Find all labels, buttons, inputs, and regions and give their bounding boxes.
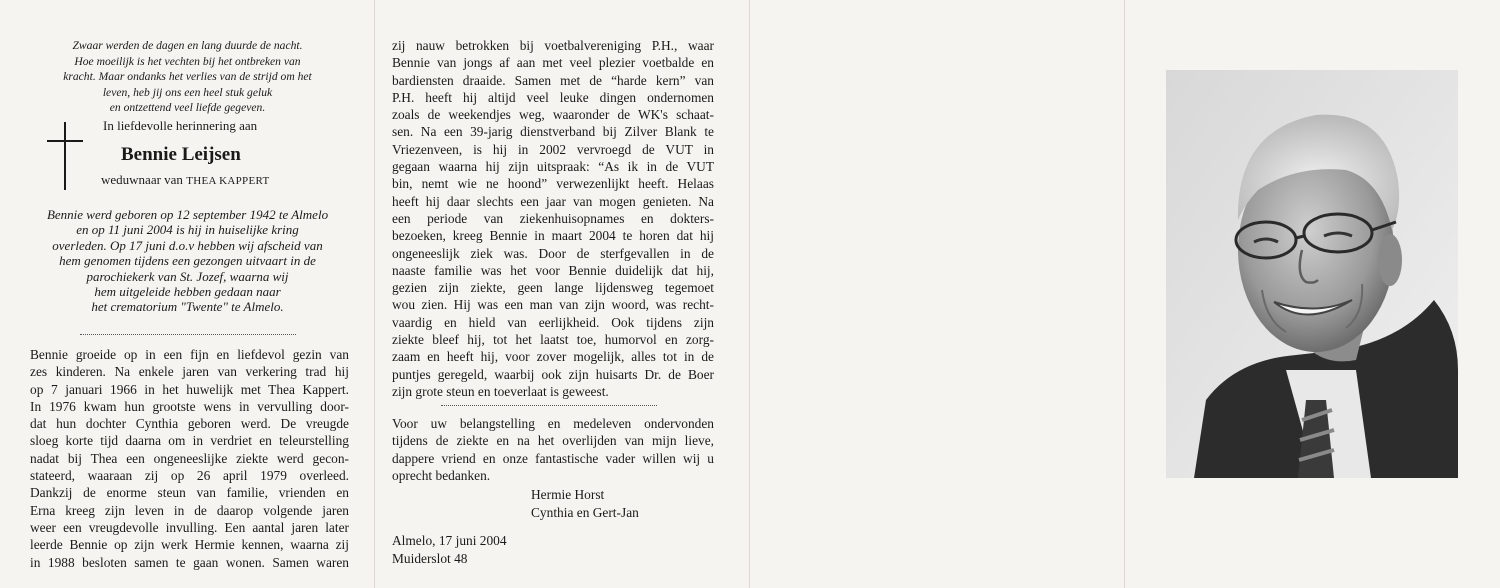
text-line: gezien zijn ziekte, geen lange lijdensweg tegemoet	[392, 280, 714, 296]
signatory: Cynthia en Gert-Jan	[531, 505, 639, 520]
thanks-paragraph	[392, 415, 714, 484]
text-line: tijdens de ziekte en na het overlijden van mijn lieve,	[392, 433, 714, 449]
text-line: bardiensten draaide. Samen met de “harde kern” van	[392, 72, 714, 88]
signatories	[531, 486, 639, 522]
intro-text: In liefdevolle herinnering aan	[103, 118, 258, 133]
text-line: hem uitgeleide hebben gedaan naar	[94, 284, 281, 300]
dotted-divider	[441, 405, 657, 406]
poem-line: Zwaar werden de dagen en lang duurde de nacht.	[72, 39, 303, 52]
text-line: heeft hij daar slechts een jaar van mogen genieten. Na	[392, 193, 714, 209]
text-line: sen. Na een 39-jarig dienstverband bij Zilver Blank te	[392, 124, 714, 140]
blank-panel	[750, 0, 1125, 588]
dotted-divider	[80, 334, 296, 335]
poem-line: en ontzettend veel liefde gegeven.	[109, 101, 266, 114]
text-line: bezoeken, kreeg Bennie in maart 2004 te horen dat hij	[392, 228, 714, 244]
text-line: zoals de weekendjes weg, waaronder de WK's schaat-	[392, 107, 714, 123]
text-line: in 1988 besloten samen te gaan wonen. Samen waren	[30, 554, 349, 570]
biography-part-2	[392, 37, 714, 400]
biography-part-1	[30, 346, 349, 571]
left-panel	[0, 0, 375, 588]
text-line: parochiekerk van St. Jozef, waarna wij	[86, 268, 289, 284]
text-line: vaardig en hield van eerlijkheid. Ook tijdens zijn	[392, 314, 714, 330]
text-line: op 7 januari 1966 in het huwelijk met Thea Kappert.	[30, 381, 349, 397]
poem-line: leven, heb jij ons een heel stuk geluk	[102, 85, 273, 99]
poem	[30, 38, 345, 116]
poem-line: kracht. Maar ondanks het verlies van de strijd om het	[63, 70, 312, 83]
text-line: zijn grote steun en toeverlaat is geweest.	[392, 383, 609, 399]
birth-death-paragraph	[26, 207, 349, 315]
text-line: hem genomen tijdens een gezongen uitvaart in de	[59, 253, 316, 269]
text-line: gegaan waarna hij zijn uitspraak: “As ik in de VUT	[392, 159, 714, 175]
text-line: overleden. Op 17 juni d.o.v hebben wij afscheid van	[52, 237, 323, 253]
text-line: In 1976 kwam hun grootste wens in vervulling door-	[30, 398, 349, 414]
widower-line	[101, 172, 270, 188]
text-line: het crematorium "Twente" te Almelo.	[91, 299, 284, 315]
text-line: Voor uw belangstelling en medeleven ondervonden	[392, 416, 714, 431]
text-line: Erna kreeg zijn leven in de daarop volgende jaren	[30, 502, 349, 518]
poem-line: Hoe moeilijk is het vechten bij het ontbreken van	[74, 54, 301, 68]
text-line: Bennie werd geboren op 12 september 1942 te Almelo	[46, 207, 329, 222]
text-line: bin, nemt wie ne hoond” verwezenlijkt heeft. Helaas	[392, 176, 714, 192]
text-line: dappere vriend en onze fantastische vader willen wij u	[392, 450, 714, 466]
text-line: P.H. heeft hij altijd veel leuke dingen ondernomen	[392, 89, 714, 105]
text-line: naaste familie was het voor Bennie duidelijk dat hij,	[392, 262, 714, 278]
text-line: stateerd, waaraan zij op 26 april 1979 overleed.	[30, 468, 349, 484]
portrait-photo	[1166, 70, 1458, 478]
text-line: zaam en heeft hij, voor zover mogelijk, alles tot in de	[392, 349, 714, 365]
text-line: en op 11 juni 2004 is hij in huiselijke kring	[76, 222, 299, 238]
signatory: Hermie Horst	[531, 487, 605, 502]
text-line: Bennie groeide op in een fijn en liefdevol gezin van	[30, 347, 349, 362]
address-line: Muiderslot 48	[392, 551, 468, 566]
text-line: ziekte bleef hij, tot het laatst toe, humorvol en zorg-	[392, 332, 714, 348]
text-line: een periode van ziekenhuisopnames en dokters-	[392, 210, 714, 226]
text-line: Vriezenveen, is hij in 2002 vervroegd de VUT in	[392, 141, 714, 157]
text-line: wou zien. Hij was een man van zijn woord, was recht-	[392, 297, 714, 313]
place-date	[392, 532, 507, 568]
text-line: oprecht bedanken.	[392, 467, 491, 483]
widower-prefix: weduwnaar van	[101, 172, 183, 187]
text-line: zij nauw betrokken bij voetbalvereniging P.H., waar	[392, 38, 714, 53]
text-line: dat hun dochter Cynthia geboren werd. De vreugde	[30, 416, 349, 432]
text-line: puntjes geregeld, waarbij ook zijn huisarts Dr. de Boer	[392, 366, 714, 382]
place-date-line: Almelo, 17 juni 2004	[392, 533, 507, 548]
text-line: nadat bij Thea een ongeneeslijke ziekte werd gecon-	[30, 450, 349, 466]
deceased-name: Bennie Leijsen	[121, 144, 241, 165]
text-line: sloeg korte tijd daarna om in verdriet en teleurstelling	[30, 433, 349, 449]
text-line: zes kinderen. Na enkele jaren van verkering trad hij	[30, 364, 349, 380]
text-line: ongeneeslijk ziek was. Door de sterfgevallen in de	[392, 245, 714, 261]
text-line: weer een vreugdevolle invulling. Een aantal jaren later	[30, 519, 349, 535]
text-line: leerde Bennie op zijn werk Hermie kennen, waarna zij	[30, 537, 349, 553]
spouse-name: THEA KAPPERT	[186, 175, 270, 187]
text-line: Dankzij de enorme steun van familie, vrienden en	[30, 485, 349, 501]
text-line: Bennie van jongs af aan met veel plezier voetbalde en	[392, 55, 714, 71]
